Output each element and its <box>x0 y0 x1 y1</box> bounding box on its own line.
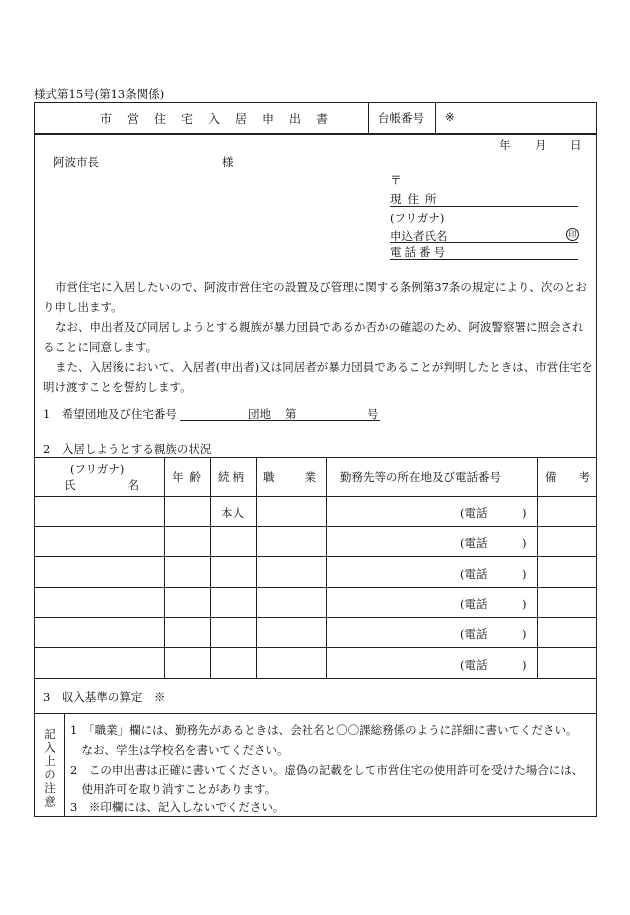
table-top <box>34 457 597 458</box>
header-relation: 続柄 <box>218 470 247 484</box>
col-divider <box>537 457 538 678</box>
notes-divider <box>64 713 65 817</box>
date-day: 日 <box>570 138 582 152</box>
title-divider <box>368 102 369 134</box>
header-job: 職業 <box>263 470 346 484</box>
table-row-line <box>34 587 597 588</box>
table-row-line <box>34 617 597 618</box>
section1-danchi: 団地 <box>248 407 271 421</box>
header-age: 年齢 <box>172 470 207 484</box>
paragraph-1: 市営住宅に入居したいので、阿波市営住宅の設置及び管理に関する条例第37条の規定により、次のとおり申し出ます。 <box>43 280 587 314</box>
section1-dai: 第 <box>285 407 297 421</box>
row-phone: (電話 ) <box>460 627 527 641</box>
section1-line <box>180 420 380 421</box>
phone-label: 電話番号 <box>390 245 448 259</box>
date-year: 年 <box>499 138 511 152</box>
header-name: 氏名 <box>64 478 191 492</box>
table-row-line <box>34 647 597 648</box>
table-bottom <box>34 678 597 679</box>
row-phone: (電話 ) <box>460 658 527 672</box>
section2-label: 2 入居しようとする親族の状況 <box>43 442 212 456</box>
name-line <box>390 242 578 243</box>
form-title: 市営住宅入居申出書 <box>100 112 344 126</box>
note-line: 3 ※印欄には、記入しないでください。 <box>70 800 285 814</box>
address-line <box>390 206 578 207</box>
col-divider <box>326 457 327 678</box>
notes-top <box>34 713 597 714</box>
addressee-honorific: 様 <box>222 155 234 169</box>
row-phone: (電話 ) <box>460 597 527 611</box>
row-phone: (電話 ) <box>460 567 527 581</box>
ledger-mark: ※ <box>445 110 455 124</box>
address-label: 現住所 <box>390 192 443 206</box>
seal-mark: 印 <box>566 228 579 241</box>
ledger-divider <box>435 102 436 134</box>
paragraph-2: なお、申出者及び同居しようとする親族が暴力団員であるか否かの確認のため、阿波警察署に照会されることに同意します。 <box>43 320 584 354</box>
addressee-name: 阿波市長 <box>53 155 99 169</box>
col-divider <box>256 457 257 678</box>
header-workplace: 勤務先等の所在地及び電話番号 <box>340 470 501 484</box>
postal-mark: 〒 <box>390 173 402 187</box>
table-row-line <box>34 526 597 527</box>
section1-go: 号 <box>367 407 379 421</box>
row-phone: (電話 ) <box>460 506 527 520</box>
row-phone: (電話 ) <box>460 536 527 550</box>
section3-label: 3 収入基準の算定 ※ <box>43 690 166 704</box>
date-month: 月 <box>535 138 547 152</box>
row-relation: 本人 <box>221 506 244 520</box>
phone-line <box>390 259 578 260</box>
header-furigana: (フリガナ) <box>70 462 125 476</box>
note-line: 2 この申出書は正確に書いてください。虚偽の記載をして市営住宅の使用許可を受けた場合には、 <box>70 763 584 777</box>
table-header-bottom <box>34 496 597 497</box>
paragraph-3: また、入居後において、入居者(申出者)又は同居者が暴力団員であることが判明したときは、市営住宅を明け渡すことを誓約します。 <box>43 360 593 394</box>
ledger-label: 台帳番号 <box>378 111 424 125</box>
form-id: 様式第15号(第13条関係) <box>34 87 165 101</box>
furigana-label: (フリガナ) <box>390 211 445 225</box>
section1-label: 1 希望団地及び住宅番号 <box>43 407 177 421</box>
note-line: 使用許可を取り消すことがあります。 <box>70 782 277 796</box>
header-remarks: 備考 <box>545 470 612 484</box>
notes-side-label: 記入上の注意 <box>43 728 57 809</box>
note-line: 1 「職業」欄には、勤務先があるときは、会社名と〇〇課総務係のように詳細に書いてください。 <box>70 723 578 737</box>
table-row-line <box>34 556 597 557</box>
col-divider <box>210 457 211 678</box>
applicant-name-label: 申込者氏名 <box>390 229 448 243</box>
note-line: なお、学生は学校名を書いてください。 <box>70 743 289 757</box>
